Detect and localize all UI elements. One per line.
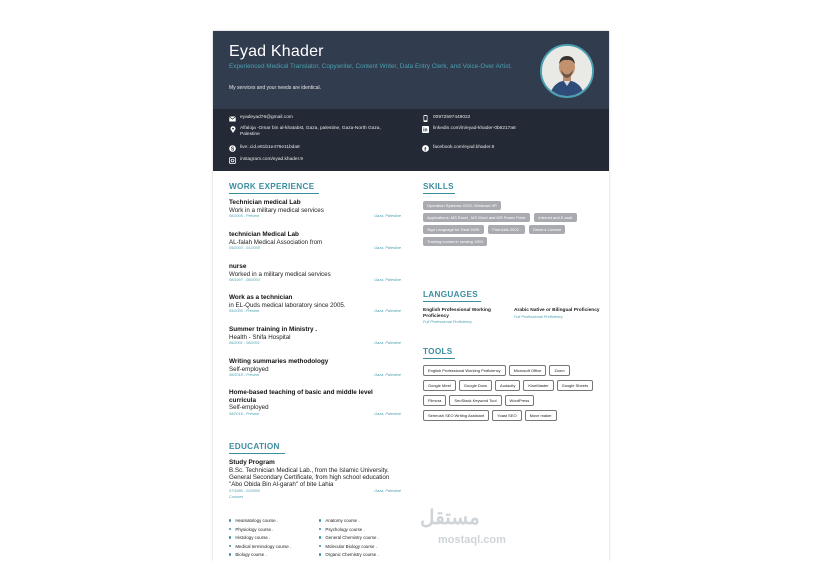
- bullet-icon: [319, 528, 321, 530]
- instagram-text: instagram.com/eyad.khader.9: [240, 157, 303, 162]
- language-item-1: [423, 308, 511, 324]
- job-company: in EL-Quds medical laboratory since 2005.: [229, 301, 346, 309]
- skills-underline: [423, 193, 455, 194]
- language-name: English Professional Working Proficiency: [423, 308, 491, 319]
- bullet-icon: [319, 536, 321, 538]
- watermark-arabic: مستقل: [420, 507, 480, 529]
- job-title: Technician medical Lab: [229, 199, 301, 206]
- tool-tag: Filmora: [423, 395, 446, 406]
- watermark-latin: mostaql.com: [438, 534, 506, 546]
- course-item: General Chemistry course .: [319, 534, 409, 541]
- language-level: Full Professional Proficiency: [423, 319, 472, 325]
- work-experience-underline: [229, 193, 319, 194]
- skill-chip: Training course in nursing 1993: [423, 237, 487, 246]
- course-item: Physiology course .: [229, 526, 319, 533]
- job-dates: 08/2019 - Present: [229, 411, 260, 416]
- education-title: Study Program: [229, 459, 275, 466]
- tool-tag: English Professional Working Proficiency: [423, 365, 506, 376]
- job-title: Writing summaries methodology: [229, 358, 329, 365]
- contact-phone[interactable]: [422, 115, 470, 122]
- tool-tag: Yoast SEO: [492, 410, 521, 421]
- address-text: Alfaloja -Omar bin al-khatabst, Gaza, palestine, Gaza-North Gaza, Palestine: [240, 126, 381, 137]
- bullet-icon: [229, 553, 231, 555]
- job-location: Gaza, Palestine: [374, 278, 401, 282]
- bullet-icon: [229, 545, 231, 547]
- phone-icon: [422, 115, 429, 122]
- bullet-icon: [319, 553, 321, 555]
- language-name: Arabic Native or Bilingual Proficiency: [514, 308, 600, 313]
- job-dates: 08/2005 - Present: [229, 214, 260, 218]
- work-experience-heading: WORK EXPERIENCE: [229, 182, 315, 191]
- tool-tag: Zoom: [549, 365, 569, 376]
- job-location: Gaza, Palestine: [374, 341, 401, 345]
- instagram-icon: [229, 157, 236, 164]
- headline: Experienced Medical Translator, Copywriter, Content Writer, Data Entry Clerk, and Voice-Over Artist.: [229, 63, 512, 70]
- facebook-text: facebook.com/eyad.khader.9: [433, 145, 495, 150]
- course-item: Heamatology course .: [229, 517, 319, 524]
- contact-email[interactable]: [229, 115, 293, 122]
- job-entry-1: [229, 199, 401, 220]
- education-underline: [229, 453, 285, 454]
- tools-list: [423, 365, 598, 421]
- contact-skype[interactable]: [229, 145, 300, 152]
- bullet-icon: [229, 528, 231, 530]
- languages-heading: LANGUAGES: [423, 290, 479, 299]
- job-dates: 05/2005 - Present: [229, 309, 260, 313]
- course-item: Organic Chemistry course .: [319, 551, 409, 558]
- job-dates: 09/2003 - 01/2005: [229, 246, 260, 250]
- skype-icon: [229, 145, 236, 152]
- skills-heading: SKILLS: [423, 182, 454, 191]
- education-heading: EDUCATION: [229, 442, 280, 451]
- bullet-icon: [229, 536, 231, 538]
- tools-heading: TOOLS: [423, 347, 453, 356]
- job-title: nurse: [229, 263, 247, 270]
- email-icon: [229, 115, 236, 122]
- email-text: eyadeyad76@gmail.com: [240, 115, 293, 120]
- resume-page: [213, 31, 609, 561]
- phone-text: 00972597449022: [433, 115, 471, 120]
- tagline: My services and your needs are identical.: [229, 85, 321, 91]
- linkedin-text: linkedin.com/in/eyad-khader-0b6217a6: [433, 126, 516, 131]
- job-company: Worked in a military medical services: [229, 270, 331, 278]
- tool-tag: Audacity: [495, 380, 520, 391]
- job-dates: 08/1997 - 08/2003: [229, 278, 260, 282]
- course-item: Medical terminology course .: [229, 543, 319, 550]
- job-entry-4: [229, 294, 401, 315]
- job-entry-3: [229, 263, 401, 284]
- skill-chip: Driver's License: [529, 225, 565, 234]
- skill-chip: Sign Language for Deaf 2009.: [423, 225, 484, 234]
- linkedin-icon: [422, 126, 429, 133]
- education-body: B.Sc. Technician Medical Lab., from the Islamic University. General Secondary Certificate, from high school education "Abo Obida Bin Al-garah" of bite Lahia: [229, 466, 390, 489]
- job-title: Home-based teaching of basic and middle level curricula: [229, 389, 373, 404]
- job-location: Gaza, Palestine: [374, 214, 401, 218]
- job-company: AL-falah Medical Association from: [229, 238, 323, 246]
- course-item: Biology course .: [229, 551, 319, 558]
- education-location: Gaza, Palestine: [374, 488, 401, 493]
- tool-tag: Google Docs: [459, 380, 492, 391]
- skill-chip: Operation Systems: DOS, Windows XP.: [423, 201, 501, 210]
- education-entry: [229, 459, 401, 501]
- course-item: Anatomy course .: [319, 517, 409, 524]
- tool-tag: KineMaster: [523, 380, 553, 391]
- tool-tag: WordPress: [505, 395, 535, 406]
- contact-linkedin[interactable]: [422, 126, 516, 133]
- contact-bar: [213, 109, 609, 171]
- skype-text: live:.cid.e81b1e476e11bda8: [240, 145, 300, 150]
- job-location: Gaza, Palestine: [374, 309, 401, 313]
- job-location: Gaza, Palestine: [374, 246, 401, 250]
- facebook-icon: [422, 145, 429, 152]
- bullet-icon: [229, 519, 231, 521]
- bullet-icon: [319, 519, 321, 521]
- job-title: Work as a technician: [229, 294, 293, 301]
- location-icon: [229, 126, 236, 133]
- svg-text:f: f: [424, 147, 427, 152]
- avatar: [540, 44, 594, 98]
- resume-header: [213, 31, 609, 109]
- job-company: Health - Shifa Hospital: [229, 333, 291, 341]
- contact-address: [229, 126, 389, 138]
- job-location: Gaza, Palestine: [374, 411, 401, 416]
- job-company: Self-employed: [229, 404, 269, 412]
- course-list: [229, 517, 409, 558]
- courses-label: Courses: [229, 494, 244, 499]
- course-item: Histology course .: [229, 534, 319, 541]
- job-dates: 06/2001 - 08/2001: [229, 341, 260, 345]
- tool-tag: Google Sheets: [557, 380, 593, 391]
- job-title: technician Medical Lab: [229, 231, 299, 238]
- language-item-2: [514, 308, 602, 319]
- contact-facebook[interactable]: [422, 145, 494, 152]
- job-entry-6: [229, 358, 401, 379]
- person-name: Eyad Khader: [229, 43, 324, 60]
- languages-underline: [423, 301, 481, 302]
- mostaql-watermark: [420, 507, 506, 546]
- skill-chip: Internet and E-mail.: [534, 213, 577, 222]
- tool-tag: Google Meet: [423, 380, 456, 391]
- job-company: Self-employed: [229, 365, 269, 373]
- tool-tag: Semrush SEO Writing Assistant: [423, 410, 489, 421]
- job-entry-5: [229, 326, 401, 347]
- tools-underline: [423, 358, 455, 359]
- job-title: Summer training in Ministry .: [229, 326, 318, 333]
- language-level: Full Professional Proficiency: [514, 313, 563, 319]
- job-entry-7: [229, 389, 401, 418]
- job-dates: 08/2018 - Present: [229, 373, 260, 377]
- skills-list: [423, 201, 583, 246]
- education-dates: 07/1996 - 02/2000: [229, 488, 260, 493]
- course-item: Molecular Biology course .: [319, 543, 409, 550]
- job-location: Gaza, Palestine: [374, 373, 401, 377]
- course-item: Psychology course .: [319, 526, 409, 533]
- svg-text:S: S: [230, 146, 235, 152]
- contact-instagram[interactable]: [229, 157, 303, 164]
- skill-chip: Applications: MS Excel , MS Word and MS Power Point.: [423, 213, 530, 222]
- tool-tag: Move maker: [525, 410, 557, 421]
- bullet-icon: [319, 545, 321, 547]
- tool-tag: SeoStack Keyword Tool: [449, 395, 501, 406]
- svg-text:in: in: [423, 127, 428, 133]
- skill-chip: First Aids 2002 .: [488, 225, 525, 234]
- avatar-portrait-icon: [542, 46, 592, 96]
- job-company: Work in a military medical services: [229, 206, 324, 214]
- job-entry-2: [229, 231, 401, 252]
- tool-tag: Microsoft Office: [509, 365, 547, 376]
